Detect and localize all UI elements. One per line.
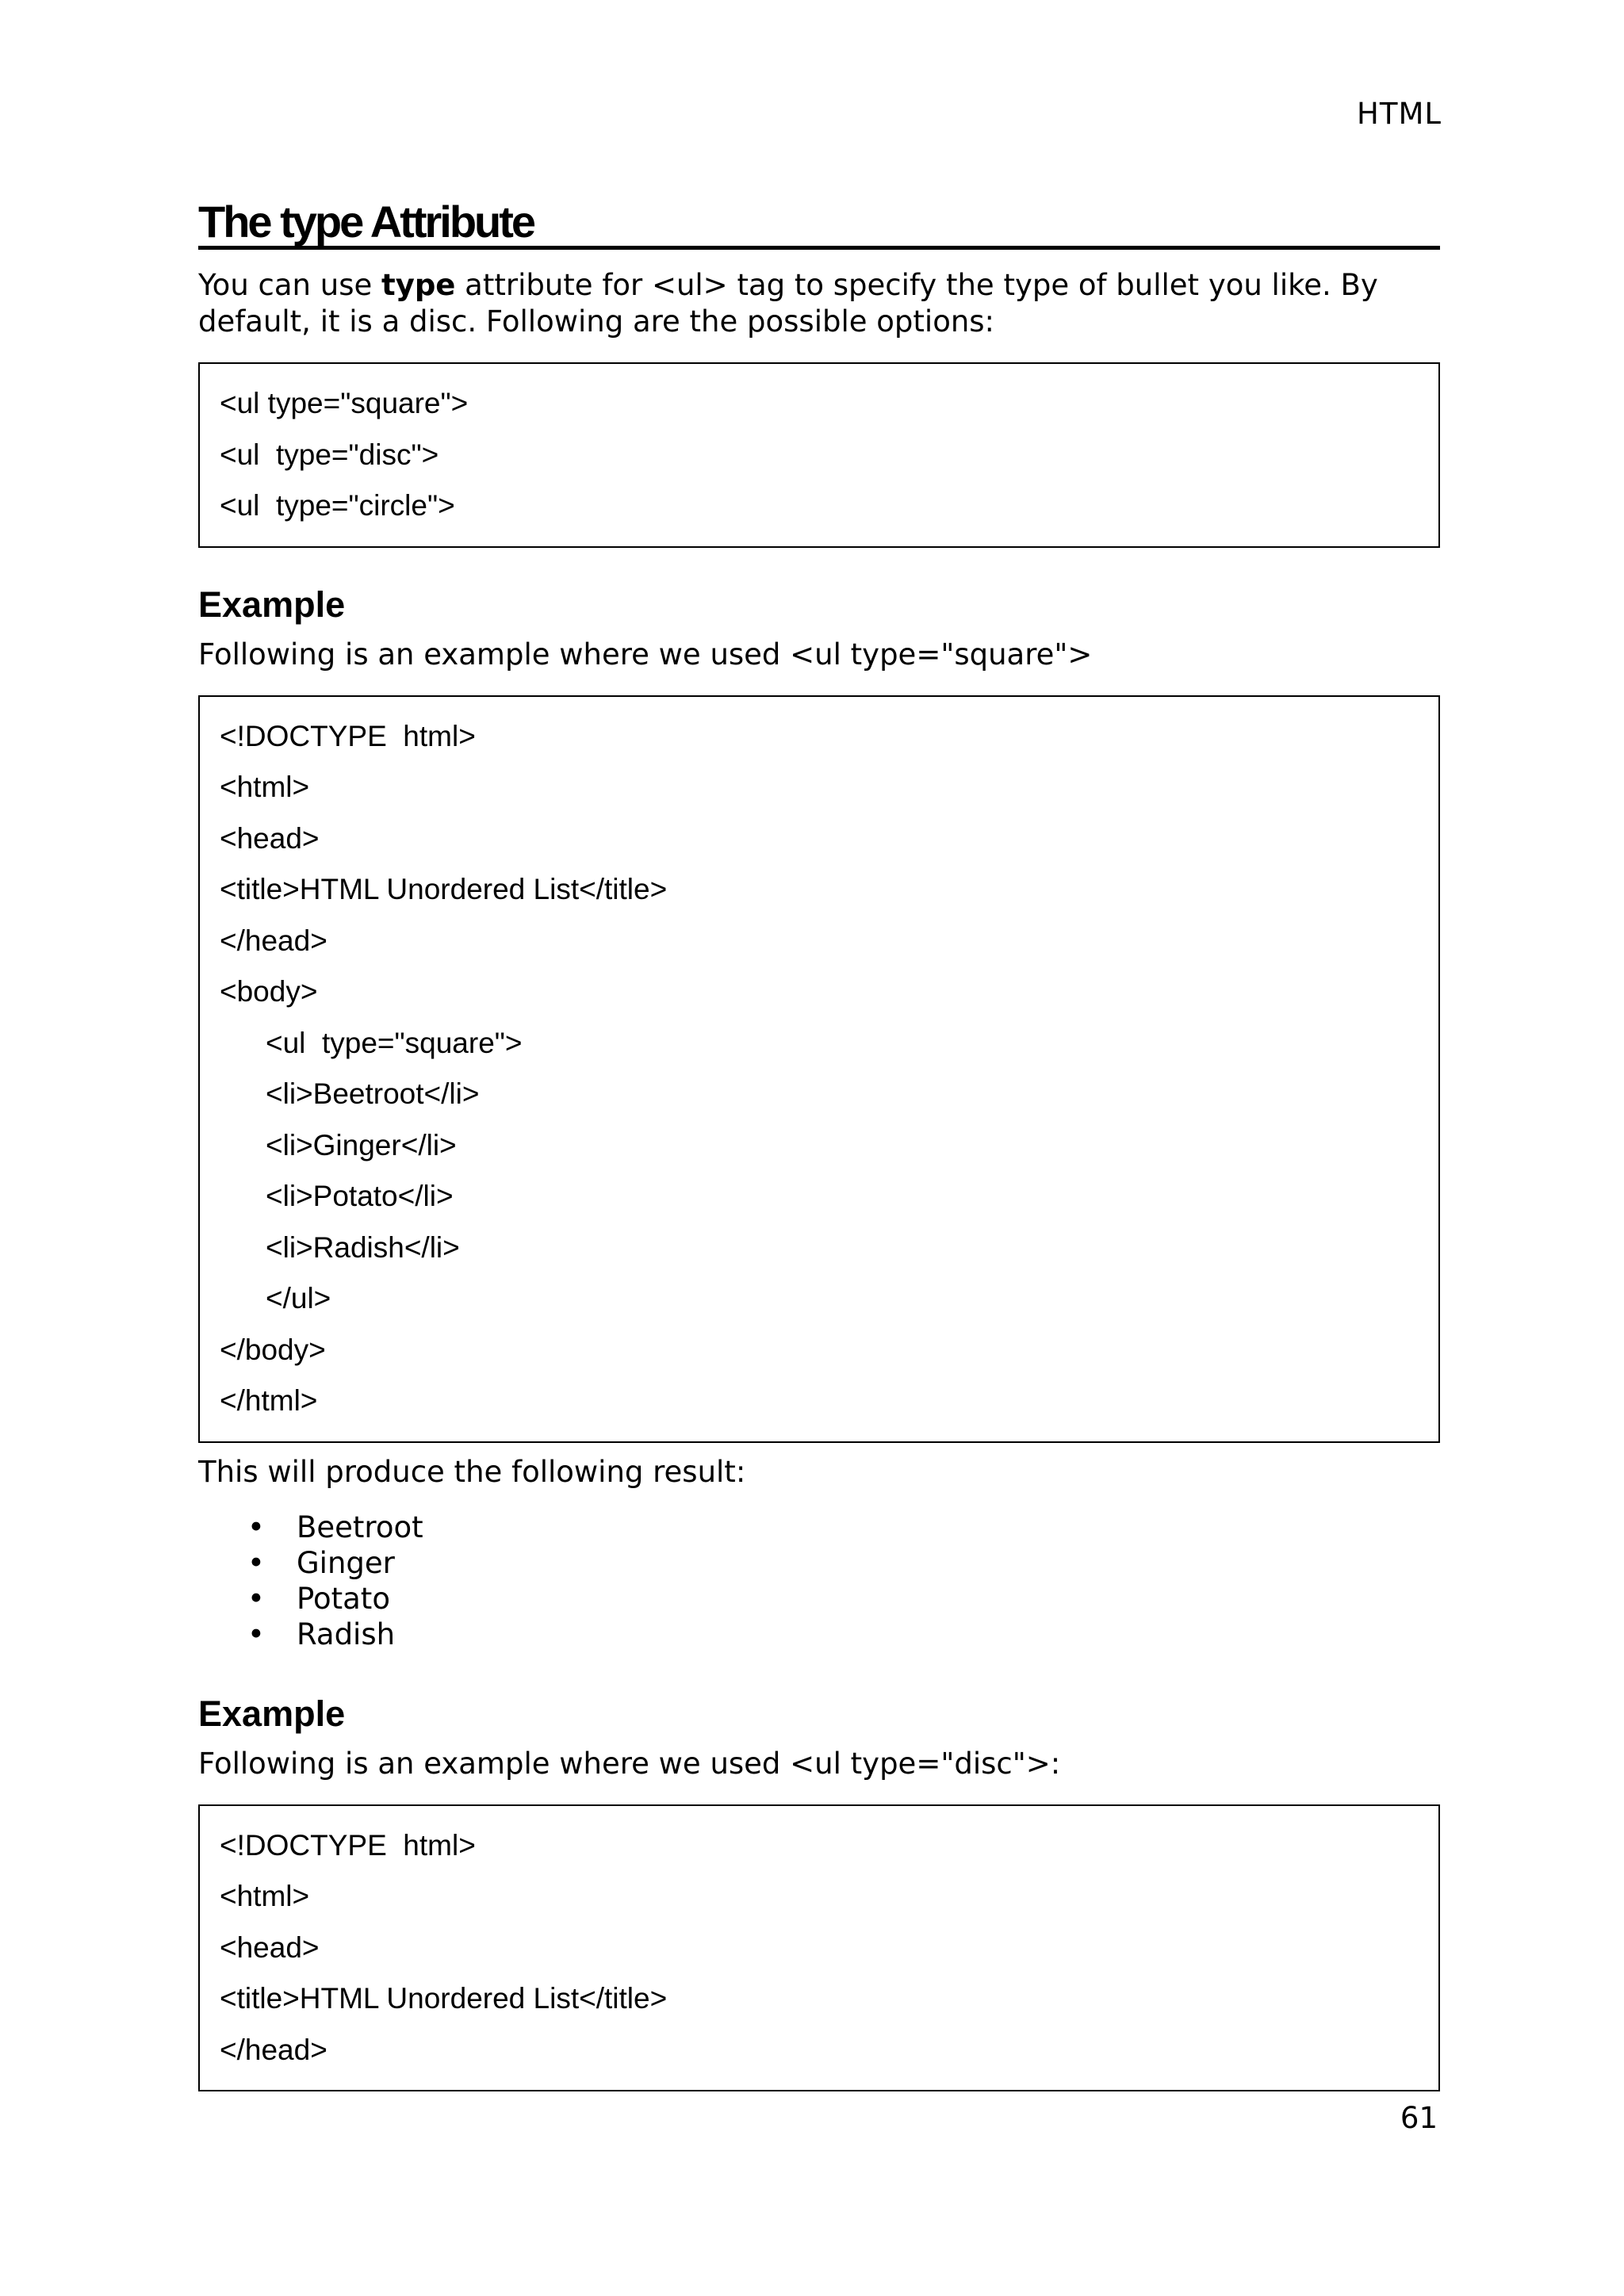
example-heading: Example — [198, 584, 346, 625]
list-item — [198, 1545, 1440, 1581]
code-line: <title>HTML Unordered List</title> — [220, 1982, 668, 2015]
code-line: <html> — [220, 1880, 310, 1912]
intro-suffix: attribute for <ul> tag to specify the type of bullet you like. By default, it is a disc. Following are the possible options: — [198, 268, 1378, 339]
code-line: <head> — [220, 821, 320, 855]
code-line: <li>Radish</li> — [266, 1230, 460, 1264]
code-line: <ul type="square"> — [220, 387, 469, 419]
code-line: <li>Ginger</li> — [266, 1128, 457, 1161]
code-line: </head> — [220, 2033, 327, 2066]
code-line: <!DOCTYPE html> — [220, 719, 476, 752]
intro-prefix: You can use — [198, 268, 382, 302]
code-line: <!DOCTYPE html> — [220, 1828, 476, 1862]
intro-keyword: type — [381, 268, 456, 302]
list-item — [198, 1617, 1440, 1652]
code-line: <ul type="circle"> — [220, 489, 455, 522]
list-item-text: Ginger — [297, 1545, 395, 1580]
code-line: <title>HTML Unordered List</title> — [220, 873, 668, 905]
list-item-text: Radish — [297, 1617, 396, 1651]
code-line: <ul type="disc"> — [220, 438, 439, 471]
code-line: </head> — [220, 924, 327, 957]
list-item — [198, 1510, 1440, 1545]
code-line: <head> — [220, 1931, 320, 1964]
example-description: Following is an example where we used <ul type="disc">: — [198, 1746, 1061, 1781]
code-line: </ul> — [266, 1282, 331, 1314]
bullet-icon: • — [247, 1510, 265, 1544]
code-line: </body> — [220, 1333, 326, 1366]
section-title: The type Attribute — [198, 198, 1440, 250]
code-line: <ul type="square"> — [266, 1026, 523, 1059]
code-line: <li>Potato</li> — [266, 1180, 454, 1212]
page-content — [198, 198, 1440, 2091]
code-line: </html> — [220, 1384, 318, 1417]
page-number: 61 — [1400, 2101, 1438, 2135]
running-header: HTML — [1357, 97, 1442, 131]
list-item-text: Potato — [297, 1581, 390, 1616]
example-heading: Example — [198, 1693, 346, 1734]
list-item-text: Beetroot — [297, 1510, 423, 1544]
bullet-icon: • — [247, 1581, 265, 1616]
list-item — [198, 1581, 1440, 1617]
options-code-box — [198, 362, 1440, 548]
result-list — [198, 1510, 1440, 1652]
example-code-box — [198, 695, 1440, 1443]
bullet-icon: • — [247, 1617, 265, 1651]
code-line: <li>Beetroot</li> — [266, 1077, 480, 1110]
example-code-box — [198, 1804, 1440, 2092]
code-line: <html> — [220, 771, 310, 803]
code-line: <body> — [220, 975, 318, 1008]
section-intro — [198, 267, 1440, 340]
result-intro: This will produce the following result: — [198, 1454, 746, 1489]
bullet-icon: • — [247, 1545, 265, 1580]
example-description: Following is an example where we used <ul type="square"> — [198, 637, 1093, 672]
